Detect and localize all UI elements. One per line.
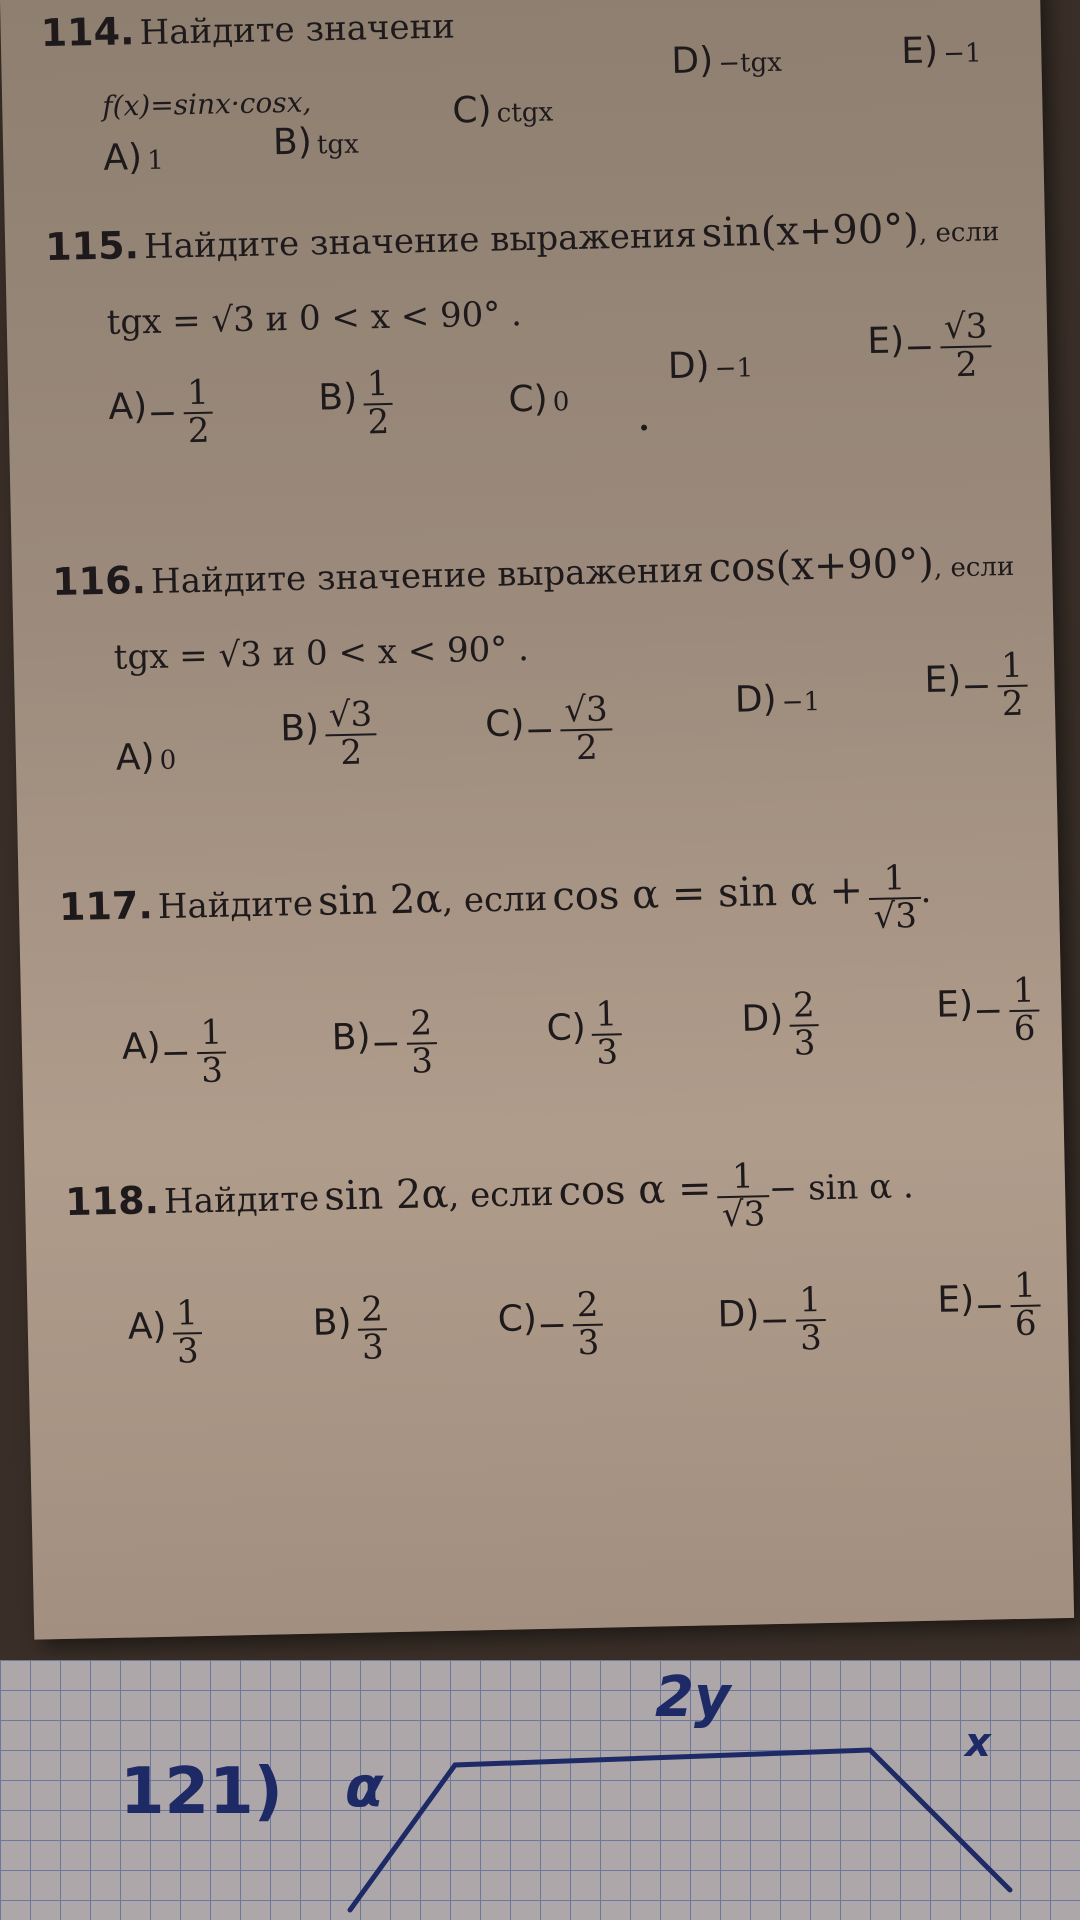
option-a: A) 0 (115, 736, 177, 779)
question-number: 117. (58, 883, 154, 930)
option-a: A) 1 (102, 137, 165, 179)
question-text: Найдите (157, 883, 314, 928)
option-d: D) −tgx (671, 40, 783, 82)
option-b: B) $\frac{2}{3}$ (312, 1292, 388, 1367)
option-e: E)− $\frac{1}{6}$ (936, 973, 1040, 1049)
option-c: C) 0 (508, 378, 570, 421)
question-number: 116. (51, 558, 147, 605)
question-117-header: 117. Найдите sin 2α, если cos α = sin α + $\frac{1}{√3}$ . (58, 858, 932, 937)
question-text: Найдите значение выражения (150, 550, 705, 602)
function-expression: f(x)=sinx·cosx, (101, 85, 312, 123)
option-d: D)− $\frac{1}{3}$ (717, 1283, 826, 1359)
option-a: A) $\frac{1}{3}$ (127, 1296, 203, 1371)
question-116-header: 116. Найдите значение выражения cos(x+90°), если (51, 540, 1015, 605)
question-text: Найдите значени (139, 6, 456, 54)
handwritten-alpha: α (345, 1755, 384, 1820)
option-b: B) tgx (272, 121, 360, 164)
option-c: C) ctgx (451, 89, 554, 132)
expression: cos(x+90°) (708, 540, 935, 592)
option-d: D) −1 (667, 345, 754, 388)
option-a: A)− $\frac{1}{2}$ (108, 376, 214, 452)
expression: sin 2α (323, 1171, 449, 1220)
option-a: A)− $\frac{1}{3}$ (121, 1015, 227, 1091)
expression: sin 2α (317, 876, 443, 925)
option-b: B) $\frac{1}{2}$ (318, 367, 394, 442)
option-d: D) $\frac{2}{3}$ (741, 988, 820, 1063)
option-b: B) $\frac{√3}{2}$ (280, 697, 378, 772)
question-number: 115. (44, 223, 140, 270)
option-c: C) $\frac{1}{3}$ (546, 997, 622, 1072)
question-115-header: 115. Найдите значение выражения sin(x+90°), если (44, 205, 1000, 270)
question-114-expr (102, 86, 312, 123)
option-b: B)− $\frac{2}{3}$ (331, 1006, 437, 1082)
question-text: Найдите значение выражения (143, 215, 698, 268)
question-number: 114. (40, 9, 135, 56)
expression: sin(x+90°) (701, 205, 920, 257)
option-d: D) −1 (734, 678, 821, 721)
option-e: E) −1 (900, 30, 982, 73)
question-114-header (40, 2, 455, 55)
question-116-condition: tgx = √3 и 0 < x < 90° . (113, 629, 530, 678)
question-115-condition: tgx = √3 и 0 < x < 90° . (106, 294, 523, 343)
option-e: E)− $\frac{√3}{2}$ (867, 309, 993, 385)
option-e: E)− $\frac{1}{6}$ (937, 1269, 1041, 1345)
option-e: E)− $\frac{1}{2}$ (924, 649, 1028, 725)
question-text: Найдите (163, 1178, 320, 1223)
pen-dot (641, 425, 647, 431)
handwritten-x: x (965, 1720, 991, 1766)
handwritten-number: 121) (120, 1755, 283, 1829)
option-c: C)− $\frac{√3}{2}$ (485, 692, 613, 768)
option-c: C)− $\frac{2}{3}$ (497, 1288, 604, 1364)
question-number: 118. (64, 1178, 160, 1225)
question-118-header: 118. Найдите sin 2α, если cos α = $\frac{1}{√3}$ − sin α . (64, 1156, 915, 1235)
handwritten-2y: 2y (655, 1665, 731, 1730)
